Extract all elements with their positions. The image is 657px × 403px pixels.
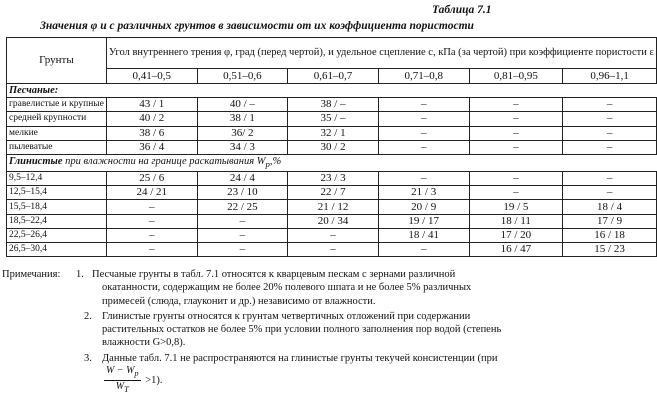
row-label: гравелистые и крупные — [7, 98, 107, 112]
section-title-clay: Глинистые при влажности на границе раскатывания $W_p,\%$ — [7, 154, 657, 171]
range-header: 0,41–0,5 — [106, 69, 197, 84]
table-cell: 23 / 10 — [197, 186, 288, 200]
table-cell: 43 / 1 — [106, 98, 197, 112]
table-cell: 40 / – — [197, 98, 288, 112]
table-cell: – — [563, 186, 657, 200]
table-cell: – — [288, 228, 379, 242]
table-cell: 22 / 7 — [288, 186, 379, 200]
table-cell: – — [197, 214, 288, 228]
row-label: 15,5–18,4 — [7, 200, 107, 214]
table-row — [7, 242, 657, 256]
table-cell: 36/ 2 — [197, 126, 288, 140]
table-cell: 21 / 12 — [288, 200, 379, 214]
row-label: 26,5–30,4 — [7, 242, 107, 256]
table-cell: 16 / 18 — [563, 228, 657, 242]
table-cell: – — [563, 112, 657, 126]
range-header: 0,71–0,8 — [378, 69, 469, 84]
soil-properties-table — [6, 37, 657, 257]
table-cell: 18 / 4 — [563, 200, 657, 214]
table-cell: – — [197, 242, 288, 256]
row-label: 9,5–12,4 — [7, 172, 107, 186]
note-text: Песчаные грунты в табл. 7.1 относятся к кварцевым пескам с зернами различной окатанности, содержащим не более 20% полевого шпата и не более 5% различных примесей (слюда, глауконит и др.) независимо от влажности. — [92, 269, 472, 307]
range-header: 0,81–0,95 — [469, 69, 563, 84]
table-cell: – — [378, 140, 469, 154]
row-label: мелкие — [7, 126, 107, 140]
note-number: 1. — [76, 269, 84, 280]
table-cell: 20 / 34 — [288, 214, 379, 228]
table-title: Значения φ и c различных грунтов в зависимости от их коэффициента пористости — [40, 20, 474, 32]
table-cell: 21 / 3 — [378, 186, 469, 200]
table-cell: – — [378, 126, 469, 140]
range-header: 0,51–0,6 — [197, 69, 288, 84]
table-row — [7, 126, 657, 140]
row-label: 12,5–15,4 — [7, 186, 107, 200]
table-cell: – — [563, 172, 657, 186]
table-cell: – — [378, 242, 469, 256]
table-row — [7, 112, 657, 126]
table-cell: 35 / – — [288, 112, 379, 126]
table-row — [7, 186, 657, 200]
table-cell: 19 / 17 — [378, 214, 469, 228]
note-3 — [2, 352, 504, 396]
table-cell: – — [378, 112, 469, 126]
table-number: Таблица 7.1 — [432, 4, 492, 16]
table-cell: 38 / – — [288, 98, 379, 112]
table-cell: – — [563, 126, 657, 140]
table-cell: – — [563, 98, 657, 112]
table-cell: – — [469, 186, 563, 200]
note-text: Данные табл. 7.1 не распространяются на глинистые грунты текучей консистенции (при — [102, 352, 498, 364]
notes-heading: Примечания: — [2, 269, 61, 280]
table-cell: – — [469, 172, 563, 186]
table-cell: – — [106, 200, 197, 214]
table-cell: – — [469, 140, 563, 154]
notes — [2, 268, 504, 396]
table-cell: 36 / 4 — [106, 140, 197, 154]
table-row — [7, 98, 657, 112]
table-cell: – — [469, 112, 563, 126]
table-cell: 20 / 9 — [378, 200, 469, 214]
table-cell: 18 / 41 — [378, 228, 469, 242]
table-cell: – — [378, 98, 469, 112]
note-1 — [2, 268, 504, 308]
table-cell: 34 / 3 — [197, 140, 288, 154]
table-cell: 16 / 47 — [469, 242, 563, 256]
range-header: 0,96–1,1 — [563, 69, 657, 84]
table-cell: – — [106, 242, 197, 256]
table-row — [7, 200, 657, 214]
table-cell: 24 / 21 — [106, 186, 197, 200]
row-label: пылеватые — [7, 140, 107, 154]
table-cell: 17 / 9 — [563, 214, 657, 228]
row-label: средней крупности — [7, 112, 107, 126]
table-cell: 38 / 1 — [197, 112, 288, 126]
table-row — [7, 140, 657, 154]
table-cell: – — [106, 214, 197, 228]
table-row — [7, 172, 657, 186]
range-header: 0,61–0,7 — [288, 69, 379, 84]
table-cell: 40 / 2 — [106, 112, 197, 126]
group-column-header: Угол внутреннего трения φ, град (перед чертой), и удельное сцепление c, кПа (за чертой) при коэффициенте пористости ε — [106, 38, 656, 69]
note-2 — [2, 310, 504, 350]
table-cell: – — [469, 126, 563, 140]
table-cell: 25 / 6 — [106, 172, 197, 186]
table-row — [7, 214, 657, 228]
table-cell: 17 / 20 — [469, 228, 563, 242]
table-body — [7, 84, 657, 257]
table-cell: 19 / 5 — [469, 200, 563, 214]
table-cell: 30 / 2 — [288, 140, 379, 154]
section-row-sandy — [7, 84, 657, 98]
table-cell: 24 / 4 — [197, 172, 288, 186]
note-number: 2. — [84, 310, 92, 322]
table-row — [7, 228, 657, 242]
table-cell: 23 / 3 — [288, 172, 379, 186]
consistency-formula: $\frac{W - W_p}{W_T}$ — [106, 365, 139, 395]
table-cell: 18 / 11 — [469, 214, 563, 228]
table-cell: – — [378, 172, 469, 186]
table-cell: 38 / 6 — [106, 126, 197, 140]
note-number: 3. — [84, 352, 92, 364]
section-title-sandy: Песчаные: — [7, 84, 657, 98]
note-text-end: >1). — [142, 374, 163, 386]
table-cell: 15 / 23 — [563, 242, 657, 256]
table-cell: – — [469, 98, 563, 112]
table-cell: 32 / 1 — [288, 126, 379, 140]
note-text: Глинистые грунты относятся к грунтам четвертичных отложений при содержании растительных остатков не более 5% при условии полного заполнения пор водой (степень влажности G>0,8). — [102, 310, 502, 349]
table-cell: – — [106, 228, 197, 242]
table-cell: – — [197, 228, 288, 242]
table-cell: – — [288, 242, 379, 256]
section-row-clay — [7, 154, 657, 171]
table-cell: – — [563, 140, 657, 154]
row-label: 22,5–26,4 — [7, 228, 107, 242]
soils-column-header: Грунты — [7, 38, 107, 84]
table-cell: 22 / 25 — [197, 200, 288, 214]
row-label: 18,5–22,4 — [7, 214, 107, 228]
